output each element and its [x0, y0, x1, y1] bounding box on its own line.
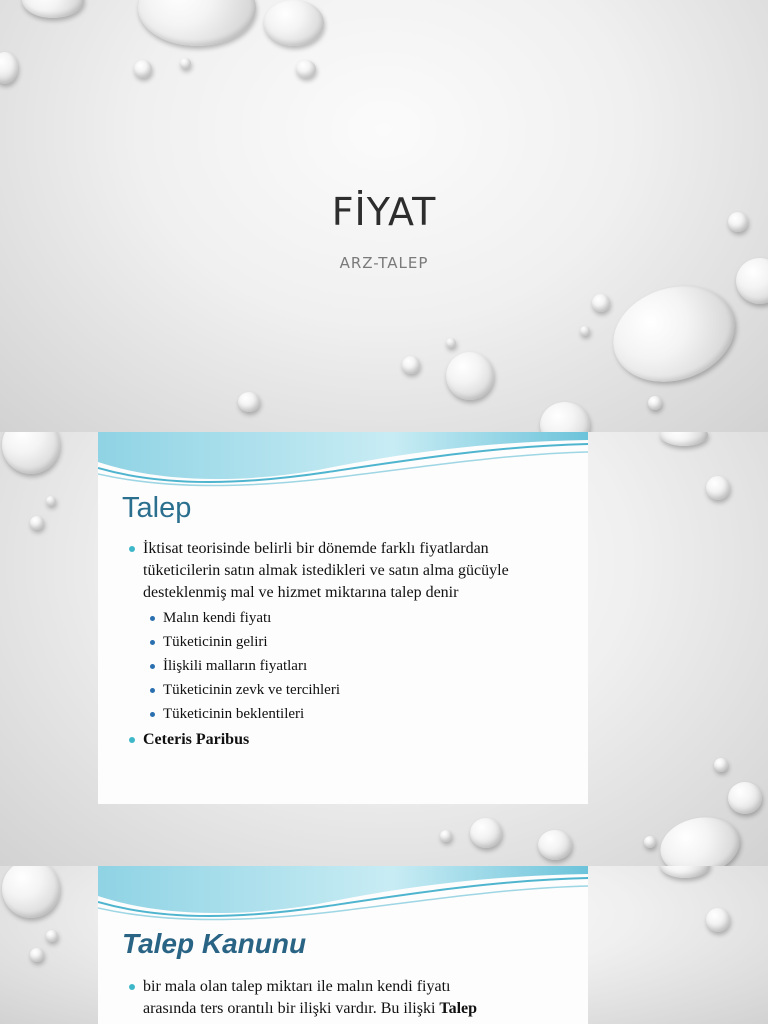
water-drop	[538, 830, 572, 860]
factor-item: Tüketicinin beklentileri	[128, 702, 558, 726]
water-drop	[296, 60, 316, 78]
content-card	[98, 866, 588, 1024]
presentation-title: FİYAT	[331, 190, 437, 234]
content-card	[98, 432, 588, 804]
water-drop	[655, 810, 745, 866]
water-drop	[0, 52, 18, 84]
water-drop	[2, 432, 60, 474]
title-slide	[0, 0, 768, 432]
wave-decoration	[98, 432, 588, 492]
factor-item: Tüketicinin zevk ve tercihleri	[128, 678, 558, 702]
ceteris-paribus-bullet	[128, 729, 558, 751]
water-drop	[264, 0, 324, 46]
water-drop	[46, 930, 58, 942]
slide-body	[128, 538, 558, 751]
water-drop	[134, 60, 152, 78]
water-drop	[540, 402, 590, 432]
law-bullet	[128, 976, 558, 1020]
slide-heading: Talep Kanunu	[122, 928, 307, 959]
water-drop	[180, 58, 191, 69]
water-drop	[446, 352, 494, 400]
water-drop	[2, 866, 60, 918]
water-drop	[580, 326, 590, 336]
water-drop	[30, 516, 44, 530]
slide-heading: Talep	[122, 492, 192, 524]
definition-bullet: İktisat teorisinde belirli bir dönemde farklı fiyatlardan tüketicilerin satın almak istedikleri ve satın alma gücüyle desteklenmiş mal ve hizmet miktarına talep denir	[128, 538, 558, 604]
water-drop	[706, 476, 730, 500]
water-drop	[644, 836, 656, 848]
water-drop	[238, 392, 260, 412]
water-drop	[22, 0, 84, 18]
water-drop	[446, 338, 456, 348]
water-drop	[402, 356, 420, 374]
water-drop	[660, 866, 710, 878]
talep-kanunu-slide	[0, 866, 768, 1024]
law-line-1: bir mala olan talep miktarı ile malın kendi fiyatı	[143, 978, 451, 995]
water-drop	[728, 782, 762, 814]
water-drop	[648, 396, 662, 410]
factor-item: İlişkili malların fiyatları	[128, 654, 558, 678]
ceteris-paribus-text: Ceteris Paribus	[143, 731, 250, 748]
water-drop	[138, 0, 256, 46]
water-drop	[706, 908, 730, 932]
water-drop	[601, 271, 747, 397]
law-line-2-bold: Talep	[439, 1000, 478, 1017]
water-drop	[440, 830, 452, 842]
factor-item: Malın kendi fiyatı	[128, 606, 558, 630]
water-drop	[46, 496, 56, 506]
slide-body	[128, 976, 558, 1020]
water-drop	[30, 948, 44, 962]
presentation-subtitle: ARZ-TALEP	[339, 254, 429, 272]
law-line-2: arasında ters orantılı bir ilişki vardır. Bu ilişki	[143, 1000, 440, 1017]
wave-decoration	[98, 866, 588, 926]
water-drop	[660, 432, 708, 446]
talep-slide	[0, 432, 768, 866]
water-drop	[714, 758, 728, 772]
water-drop	[470, 818, 502, 848]
factor-item: Tüketicinin geliri	[128, 630, 558, 654]
water-drop	[592, 294, 610, 312]
